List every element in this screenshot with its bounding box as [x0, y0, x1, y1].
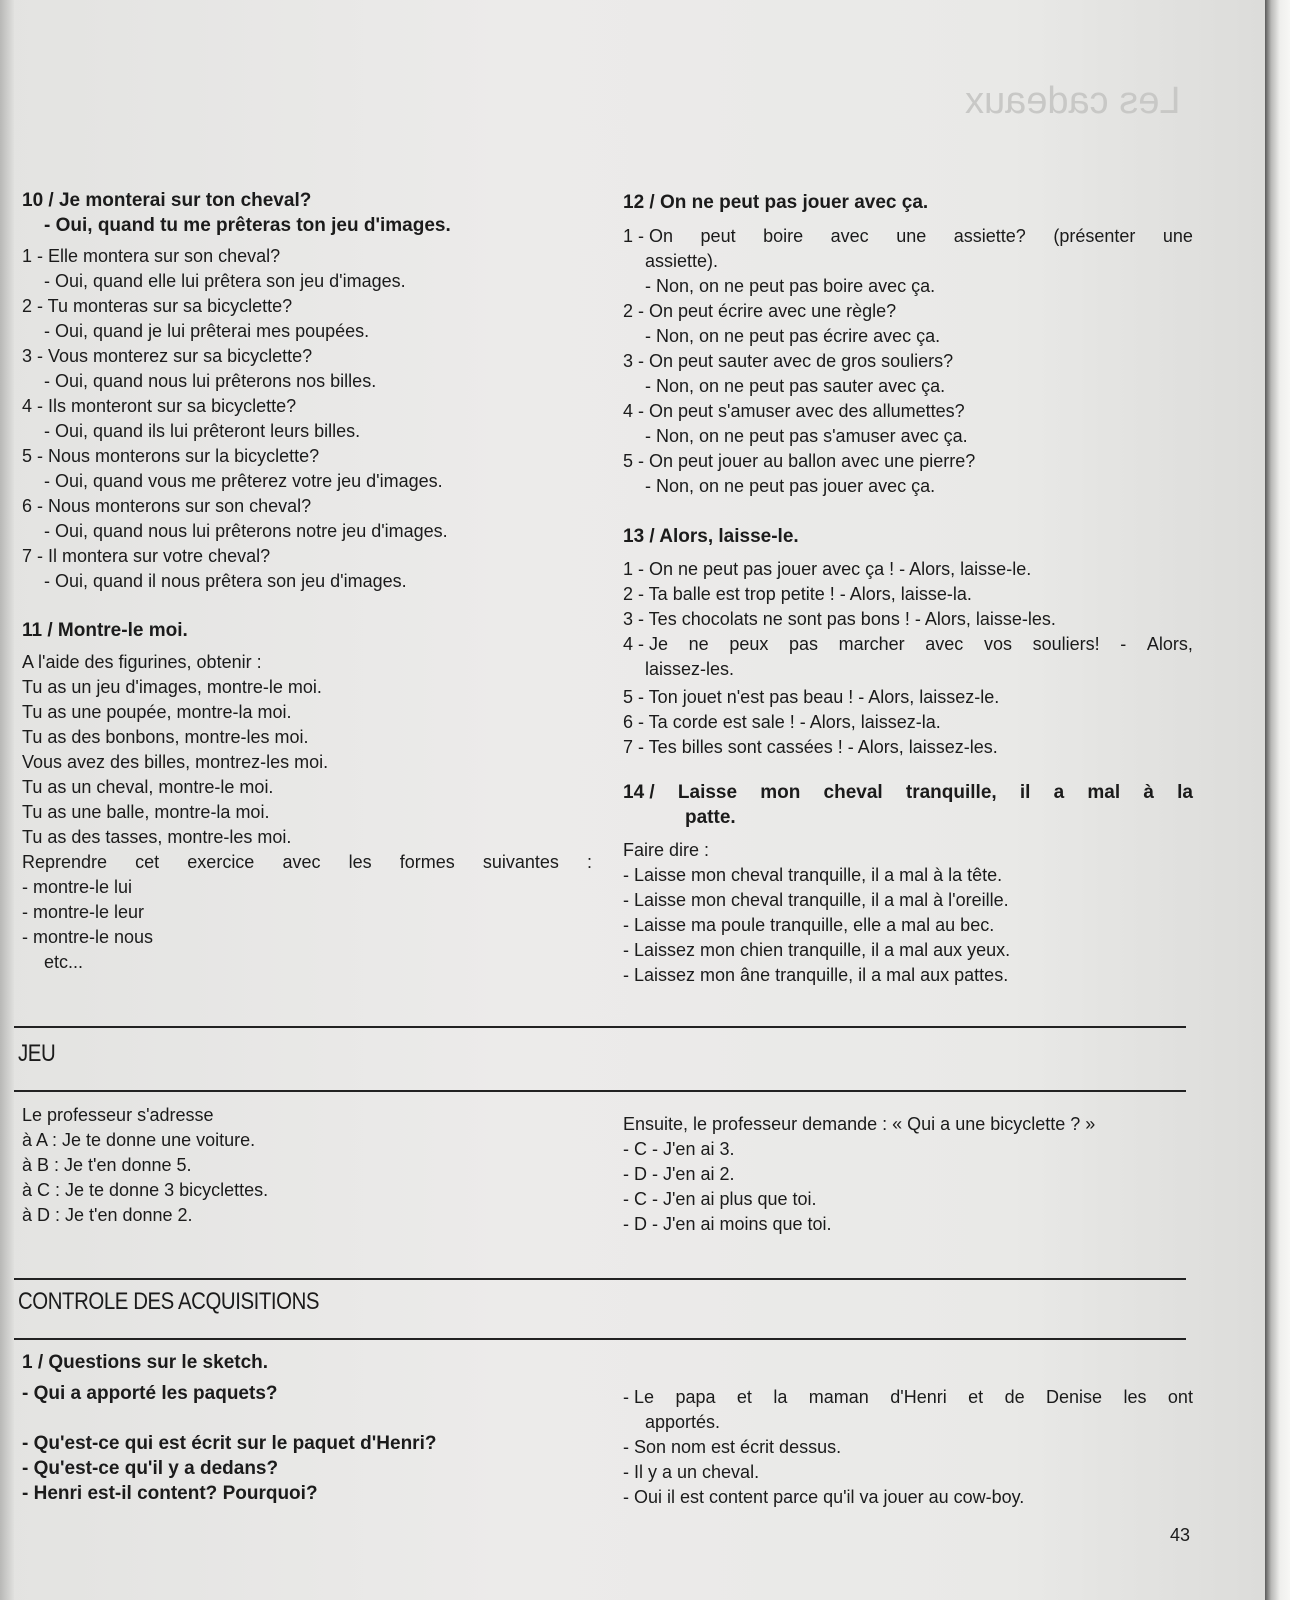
- word: Denise: [1046, 1387, 1103, 1407]
- exercise-line: - Oui, quand il nous prêtera son jeu d'images.: [44, 571, 407, 591]
- word: tranquille,: [905, 782, 997, 803]
- word: mon: [760, 782, 801, 803]
- exercise-line: - Oui, quand nous lui prêterons notre jeu d'images.: [44, 521, 448, 541]
- exercise-line: - Laisse ma poule tranquille, elle a mal au bec.: [623, 915, 995, 935]
- word: une: [1162, 226, 1193, 246]
- jeu-dialogue: [623, 1112, 1095, 1237]
- word: Reprendre: [22, 852, 108, 872]
- section-heading-jeu: JEU: [18, 1040, 56, 1067]
- exercise-10-title: 10 / Je monterai sur ton cheval?: [22, 190, 312, 211]
- form-item: - montre-le leur: [22, 902, 145, 922]
- jeu-line: à D : Je t'en donne 2.: [22, 1205, 193, 1225]
- exercise-line: Tu as des bonbons, montre-les moi.: [22, 727, 309, 747]
- word: -: [1120, 634, 1127, 654]
- exercise-line: - Oui, quand je lui prêterai mes poupées.: [44, 321, 370, 341]
- controle-questions: [22, 1350, 436, 1506]
- word: vos: [983, 634, 1012, 654]
- exercise-line: 1 - Elle montera sur son cheval?: [22, 246, 281, 266]
- exercise-10-model-answer: - Oui, quand tu me prêteras ton jeu d'images.: [44, 215, 451, 236]
- word: d'Henri: [890, 1387, 947, 1407]
- jeu-line: - C - J'en ai plus que toi.: [623, 1189, 817, 1209]
- word: ne: [688, 634, 709, 654]
- exercise-line: 3 - Tes chocolats ne sont pas bons ! - Alors, laisse-les.: [623, 609, 1056, 629]
- exercise-13-title: 13 / Alors, laisse-le.: [623, 526, 799, 547]
- exercise-11-instruction: [22, 850, 592, 875]
- exercise-13-list-2: [623, 685, 1193, 760]
- answer-item: - Son nom est écrit dessus.: [623, 1437, 842, 1457]
- word: et: [968, 1387, 984, 1407]
- answers-list: [623, 1435, 1193, 1510]
- exercise-line: - Oui, quand ils lui prêteront leurs billes.: [44, 421, 361, 441]
- exercise-line: - Laisse mon cheval tranquille, il a mal à la tête.: [623, 865, 1003, 885]
- jeu-left-column: [22, 1103, 268, 1228]
- exercise-line: Tu as une poupée, montre-la moi.: [22, 702, 292, 722]
- exercise-line: - Non, on ne peut pas écrire avec ça.: [645, 326, 941, 346]
- word: Alors,: [1146, 634, 1193, 654]
- word: exercice: [187, 852, 255, 872]
- jeu-line: à A : Je te donne une voiture.: [22, 1130, 256, 1150]
- exercise-14-intro: Faire dire :: [623, 840, 710, 860]
- exercise-10: [22, 188, 451, 594]
- word: à: [1143, 782, 1154, 803]
- exercise-line: - Non, on ne peut pas jouer avec ça.: [645, 476, 936, 496]
- exercise-line: - Oui, quand vous me prêterez votre jeu d'images.: [44, 471, 443, 491]
- word: et: [736, 1387, 752, 1407]
- exercise-line: - Non, on ne peut pas boire avec ça.: [645, 276, 936, 296]
- word: cet: [135, 852, 160, 872]
- word: avec: [282, 852, 321, 872]
- word: avec: [925, 634, 964, 654]
- exercise-12-title: 12 / On ne peut pas jouer avec ça.: [623, 192, 929, 213]
- exercise-11-title: 11 / Montre-le moi.: [22, 620, 188, 641]
- form-item: etc...: [44, 952, 84, 972]
- exercise-line: - Non, on ne peut pas s'amuser avec ça.: [645, 426, 968, 446]
- answer-item-1-cont: apportés.: [645, 1412, 721, 1432]
- page-number: 43: [1170, 1525, 1191, 1545]
- word: (présenter: [1053, 226, 1136, 246]
- divider: [14, 1026, 1186, 1028]
- exercise-12: [623, 190, 1193, 499]
- jeu-instructions: [22, 1103, 268, 1228]
- controle-answers: [623, 1385, 1193, 1510]
- exercise-line: 3 - On peut sauter avec de gros souliers?: [623, 351, 954, 371]
- exercise-line: 4 - On peut s'amuser avec des allumettes?: [623, 401, 965, 421]
- exercise-line: 7 - Il montera sur votre cheval?: [22, 546, 271, 566]
- word: mal: [1087, 782, 1121, 803]
- exercise-line: 2 - On peut écrire avec une règle?: [623, 301, 897, 321]
- word: une: [896, 226, 927, 246]
- exercise-12-item-1: [623, 224, 1193, 249]
- word: peux: [729, 634, 769, 654]
- exercise-13-list: [623, 557, 1193, 632]
- exercise-11: [22, 618, 592, 975]
- word: boire: [763, 226, 804, 246]
- exercise-line: Tu as des tasses, montre-les moi.: [22, 827, 292, 847]
- word: - Le: [623, 1387, 655, 1407]
- word: assiette?: [953, 226, 1026, 246]
- answer-item: - Oui il est content parce qu'il va jouer au cow-boy.: [623, 1487, 1025, 1507]
- word: cheval: [823, 782, 883, 803]
- word: marcher: [838, 634, 905, 654]
- bleed-through-title: Les cadeaux: [965, 80, 1181, 122]
- exercise-13-item-4-cont: laissez-les.: [645, 659, 735, 679]
- exercise-line: 6 - Ta corde est sale ! - Alors, laissez-la.: [623, 712, 941, 732]
- word: suivantes: [482, 852, 559, 872]
- exercise-line: Tu as un jeu d'images, montre-le moi.: [22, 677, 322, 697]
- exercise-line: 4 - Ils monteront sur sa bicyclette?: [22, 396, 297, 416]
- question-item: - Qu'est-ce qu'il y a dedans?: [22, 1458, 279, 1479]
- exercise-14-list: [623, 863, 1193, 988]
- jeu-line: - D - J'en ai 2.: [623, 1164, 735, 1184]
- question-item: - Qui a apporté les paquets?: [22, 1383, 278, 1404]
- form-item: - montre-le lui: [22, 877, 133, 897]
- word: pas: [788, 634, 819, 654]
- word: avec: [830, 226, 869, 246]
- exercise-line: - Laisse mon cheval tranquille, il a mal à l'oreille.: [623, 890, 1009, 910]
- form-item: - montre-le nous: [22, 927, 154, 947]
- jeu-line: à C : Je te donne 3 bicyclettes.: [22, 1180, 269, 1200]
- exercise-10-list: [22, 244, 451, 594]
- jeu-line: - C - J'en ai 3.: [623, 1139, 735, 1159]
- jeu-right-column: [623, 1112, 1095, 1237]
- exercise-line: 1 - On ne peut pas jouer avec ça ! - Alors, laisse-le.: [623, 559, 1032, 579]
- word: souliers!: [1032, 634, 1100, 654]
- word: maman: [808, 1387, 869, 1407]
- exercise-line: 2 - Tu monteras sur sa bicyclette?: [22, 296, 293, 316]
- jeu-line: - D - J'en ai moins que toi.: [623, 1214, 832, 1234]
- questions-title: 1 / Questions sur le sketch.: [22, 1352, 269, 1373]
- answer-item-1: [623, 1385, 1193, 1410]
- jeu-line: Le professeur s'adresse: [22, 1105, 214, 1125]
- word: peut: [700, 226, 736, 246]
- exercise-13: [623, 524, 1193, 760]
- word: :: [586, 852, 592, 872]
- word: ont: [1167, 1387, 1193, 1407]
- word: les: [1123, 1387, 1147, 1407]
- exercise-line: 2 - Ta balle est trop petite ! - Alors, laisse-la.: [623, 584, 972, 604]
- section-heading-controle: CONTROLE DES ACQUISITIONS: [18, 1288, 320, 1315]
- word: de: [1004, 1387, 1025, 1407]
- book-spine: [1265, 0, 1290, 1600]
- word: papa: [675, 1387, 716, 1407]
- word: Laisse: [677, 782, 738, 803]
- word: il: [1019, 782, 1031, 803]
- question-item: - Qu'est-ce qui est écrit sur le paquet d'Henri?: [22, 1433, 437, 1454]
- exercise-14: [623, 780, 1193, 988]
- exercise-11-forms: [22, 875, 592, 975]
- word: 1 - On: [623, 226, 674, 246]
- exercise-11-list: [22, 650, 592, 850]
- word: 14 /: [623, 782, 655, 803]
- word: formes: [399, 852, 455, 872]
- question-item: - Henri est-il content? Pourquoi?: [22, 1483, 318, 1504]
- exercise-line: - Laissez mon âne tranquille, il a mal aux pattes.: [623, 965, 1009, 985]
- answer-item: - Il y a un cheval.: [623, 1462, 760, 1482]
- exercise-line: 3 - Vous monterez sur sa bicyclette?: [22, 346, 313, 366]
- exercise-line: Tu as un cheval, montre-le moi.: [22, 777, 274, 797]
- exercise-line: Vous avez des billes, montrez-les moi.: [22, 752, 329, 772]
- page-edge-shadow: [0, 0, 14, 1600]
- exercise-14-title: [623, 780, 1193, 805]
- exercise-line: - Oui, quand nous lui prêterons nos billes.: [44, 371, 377, 391]
- exercise-line: - Oui, quand elle lui prêtera son jeu d'images.: [44, 271, 406, 291]
- exercise-12-list: [623, 274, 1193, 499]
- exercise-14-title-cont: patte.: [685, 807, 736, 828]
- word: a: [1053, 782, 1065, 803]
- divider: [14, 1278, 1186, 1280]
- exercise-line: - Non, on ne peut pas sauter avec ça.: [645, 376, 946, 396]
- exercise-line: 5 - On peut jouer au ballon avec une pierre?: [623, 451, 976, 471]
- exercise-line: 5 - Nous monterons sur la bicyclette?: [22, 446, 320, 466]
- exercise-line: Tu as une balle, montre-la moi.: [22, 802, 270, 822]
- divider: [14, 1338, 1186, 1340]
- exercise-line: - Laissez mon chien tranquille, il a mal aux yeux.: [623, 940, 1011, 960]
- word: les: [348, 852, 372, 872]
- word: 4 - Je: [623, 634, 669, 654]
- exercise-13-item-4: [623, 632, 1193, 657]
- word: la: [773, 1387, 788, 1407]
- exercise-line: A l'aide des figurines, obtenir :: [22, 652, 262, 672]
- exercise-line: 7 - Tes billes sont cassées ! - Alors, laissez-les.: [623, 737, 998, 757]
- jeu-line: Ensuite, le professeur demande : « Qui a une bicyclette ? »: [623, 1114, 1096, 1134]
- divider: [14, 1090, 1186, 1092]
- exercise-12-item-1-cont: assiette).: [645, 251, 719, 271]
- exercise-line: 6 - Nous monterons sur son cheval?: [22, 496, 312, 516]
- exercise-line: 5 - Ton jouet n'est pas beau ! - Alors, laissez-le.: [623, 687, 1000, 707]
- word: la: [1177, 782, 1193, 803]
- jeu-line: à B : Je t'en donne 5.: [22, 1155, 192, 1175]
